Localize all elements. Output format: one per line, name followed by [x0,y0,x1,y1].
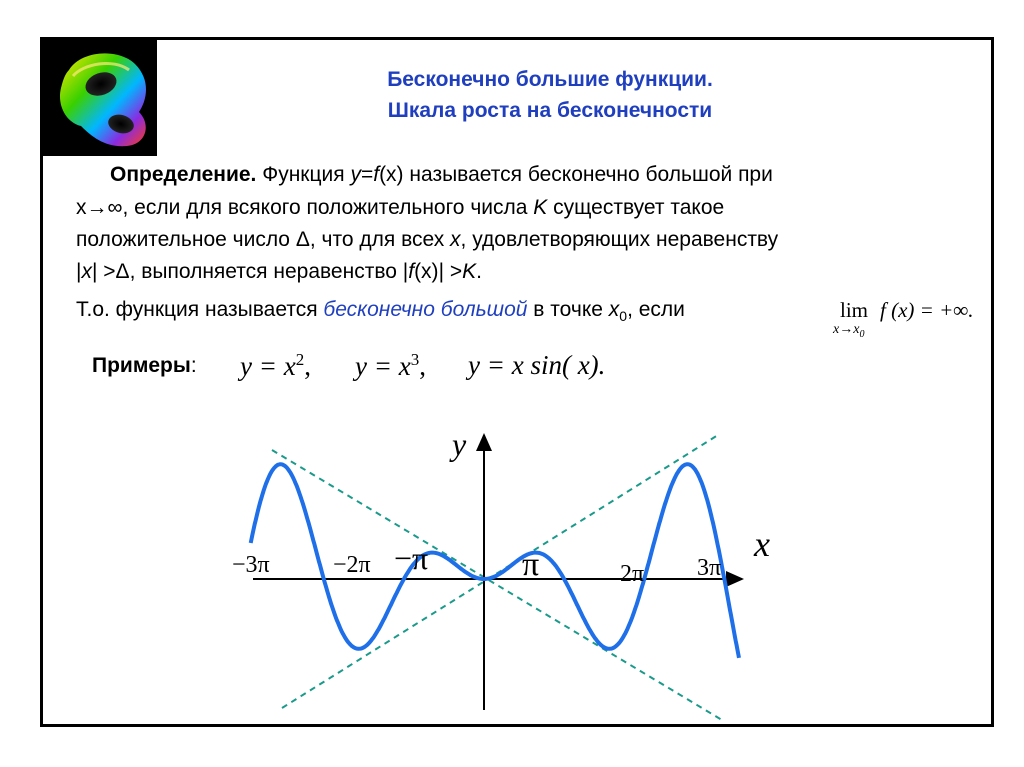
definition-line-3: положительное число Δ, что для всех x, удовлетворяющих неравенству [76,228,779,251]
limit-subscript: $x\to x_0$ [833,322,865,340]
tick-label-pi: π [522,546,540,583]
title-line-2: Шкала роста на бесконечности [387,99,713,122]
tick-label-2pi: 2π [620,561,645,587]
definition-line-4: |x| >Δ, выполняется неравенство |f(x)| >K. [76,260,482,283]
definition-line-1: Определение. Функция y=f(x) называется бесконечно большой при [110,163,773,186]
examples-formula-2: $y = x^3$, [355,350,426,381]
definition-term: Определение. [110,163,257,186]
limit-lim: lim [840,298,869,322]
tick-label-neg3pi: −3π [232,552,270,578]
function-curve [251,464,739,658]
title-line-1: Бесконечно большие функции. [387,68,713,91]
x-axis-label: x [754,524,770,564]
tick-label-3pi: 3π [697,555,722,581]
tick-label-neg2pi: −2π [333,552,371,578]
examples-formula-3: y = x sin( x). [468,350,606,380]
examples-formula-1: $y = x^2$, [240,350,311,381]
summary-line: Т.о. функция называется бесконечно большой в точке $x_0$, если [76,298,685,325]
tick-label-negpi: −π [394,540,429,576]
definition-line-2: x→∞, если для всякого положительного числа K существует такое [76,196,725,219]
y-axis-label: y [452,426,467,462]
examples-label: Примеры: [92,354,197,377]
summary-term: бесконечно большой [323,298,528,321]
asymptote-negative [272,450,722,720]
limit-expression: f (x) = +∞. [880,298,974,322]
